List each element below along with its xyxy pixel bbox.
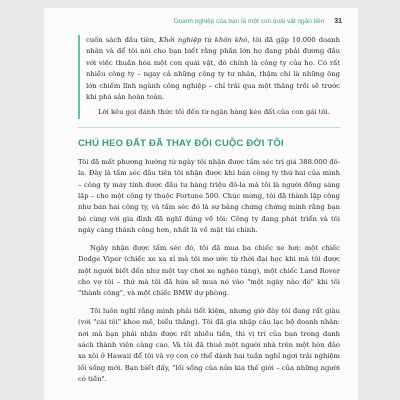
- page-number: 31: [334, 17, 342, 25]
- book-page: [44, 8, 358, 400]
- body-paragraph-2: Ngày nhận được tấm séc đó, tôi đã mua ba chiếc xe hơi: một chiếc Dodge Viper (chiếc xe xa xỉ mà tôi mơ ước từ thời đại học khi mà tôi được một người biết đến như một tay chơi xe nghèo túng), một chiếc Land Rover cho vợ tôi – thứ mà tôi đã hứa sẽ mua nó vào "một ngày nào đó" khi tôi "thành công", và một chiếc BMW dự phòng.: [78, 243, 340, 298]
- section-heading: CHÚ HEO ĐẤT ĐÃ THAY ĐỔI CUỘC ĐỜI TÔI: [78, 137, 284, 149]
- book-title: Khởi nghiệp từ khôn khó: [159, 36, 248, 44]
- running-header: [64, 14, 342, 28]
- body-paragraph-1: Tôi đã mất phương hướng từ ngày tôi nhận được tấm séc trị giá 388.000 đô-la. Đây là tấm séc đầu tiên tôi nhận được khi bán công ty thứ hai của mình – công ty máy tính được đầu tư hàng triệu đô-la mà tôi là người đồng sáng lập – cho một công ty thuộc Fortune 500. Chúc mừng, tôi đã thành lập công như bán hai công ty, và tấm séc đó là sự bảng chứng chứng minh rằng bạn bè cùng với gia đình đã nghĩ đúng về tôi: Công ty đang phát triển và tôi ngày càng thành công hơn, nhất là về mặt tài chính.: [78, 157, 340, 235]
- page-content: [78, 35, 340, 386]
- intro-block: [78, 35, 340, 119]
- running-title: Doanh nghiệp của bạn là một con quái vật ngân tiền: [173, 17, 325, 25]
- body-paragraph-3: Tôi luôn nghĩ rằng mình phải tiết kiệm, nhưng giờ đây tôi đang rất giàu (với "cái tôi" khoe mẽ, biểu thắng). Tôi đã gia nhập câu lạc bộ doanh nhân: nơi mà bạn phải nhận được rất nhiều tiền, thì vị trí của bạn trong danh sách thành viên càng cao. Và tôi đã thuê một người nhà trên một hòn đảo xa xôi ở Hawaii để tôi và vợ con có thể dành hai tuần nghỉ ngơi trải nghiệm lối sống mới. Bạn biết đấy, "lối sống của nửa kia thế giới – của những người có tiền".: [78, 306, 340, 384]
- intro-text-start: cuốn sách đầu tiên,: [86, 36, 160, 44]
- intro-paragraph-1: [86, 35, 340, 103]
- section-divider: [78, 127, 340, 128]
- intro-paragraph-2: Lời kêu gọi đánh thức tôi đến từ ngân hàng kéo đất của con gái tôi.: [98, 108, 330, 117]
- intro-text-end: , tôi đã gặp 10.000 doanh nhân và để tôi nói cho bạn biết rằng phần lớn họ đang phải đương đầu với việc thuần hóa một con quái vật, đó chính là công ty của họ. Có rất nhiều công ty – ngay cả những công ty tư nhân, thậm chí là những ông lớn chiếm lĩnh ngành công nghiệp – chỉ trải qua một thăng trồi sẽ trước khi phá sản hoàn toàn.: [86, 36, 340, 102]
